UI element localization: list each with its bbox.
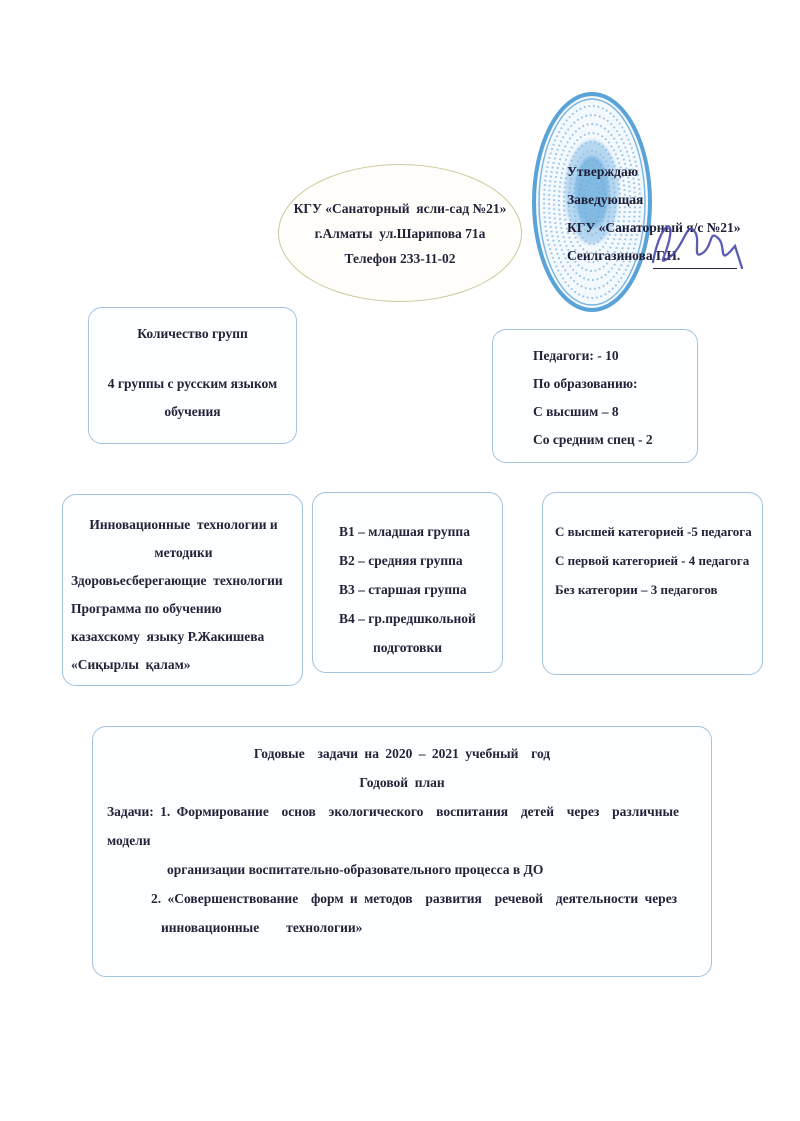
tech-line: Здоровьесберегающие технологии (71, 573, 283, 588)
annual-task-1: Задачи: 1. Формирование основ экологического воспитания детей через различные модели (107, 804, 686, 848)
groups-count-title: Количество групп (137, 326, 248, 341)
org-name: КГУ «Санаторный ясли-сад №21» (293, 200, 507, 216)
tech-line: казахскому языку Р.Жакишева (71, 629, 265, 644)
category-line: Без категории – 3 педагогов (555, 582, 718, 597)
approval-position: Заведующая (567, 192, 644, 207)
approval-org: КГУ «Санаторный я/с №21» (567, 220, 741, 235)
teachers-higher: С высшим – 8 (533, 404, 619, 419)
teachers-total: Педагоги: - 10 (533, 348, 619, 363)
groups-count-body: 4 группы с русским языком обучения (107, 376, 281, 419)
annual-tasks-box (92, 726, 712, 977)
group-list-item: В2 – средняя группа (339, 553, 463, 568)
group-list-item: В3 – старшая группа (339, 582, 467, 597)
categories-box (542, 492, 763, 675)
annual-task-2: 2. «Совершенствование форм и методов развития речевой деятельности через (151, 891, 678, 906)
org-info-ellipse (278, 164, 522, 302)
org-phone: Телефон 233-11-02 (344, 250, 456, 266)
category-line: С первой категорией - 4 педагога (555, 553, 750, 568)
tech-line: методики (154, 545, 213, 560)
group-list-item: подготовки (372, 640, 443, 655)
technologies-box (62, 494, 303, 686)
tech-line: Программа по обучению (71, 601, 222, 616)
teachers-box (492, 329, 698, 463)
tech-line: Инновационные технологии и (89, 517, 278, 532)
annual-subtitle: Годовой план (359, 775, 445, 790)
teachers-education-label: По образованию: (533, 376, 638, 391)
approval-word: Утверждаю (567, 164, 639, 179)
groups-count-box (88, 307, 297, 444)
teachers-secondary: Со средним спец - 2 (533, 432, 653, 447)
tech-line: «Сиқырлы қалам» (71, 657, 191, 672)
category-line: С высшей категорией -5 педагога (555, 524, 752, 539)
annual-task-1-cont: организации воспитательно-образовательного процесса в ДО (167, 862, 544, 877)
org-address: г.Алматы ул.Шарипова 71а (314, 225, 486, 241)
group-list-item: В1 – младшая группа (339, 524, 470, 539)
annual-task-2-cont: инновационные технологии» (161, 920, 363, 935)
annual-title: Годовые задачи на 2020 – 2021 учебный год (253, 746, 551, 761)
group-list-box (312, 492, 503, 673)
approval-signatory: Сеилгазинова Г.Н. (567, 248, 681, 263)
group-list-item: В4 – гр.предшкольной (339, 611, 476, 626)
handwritten-signature-icon (645, 210, 749, 276)
